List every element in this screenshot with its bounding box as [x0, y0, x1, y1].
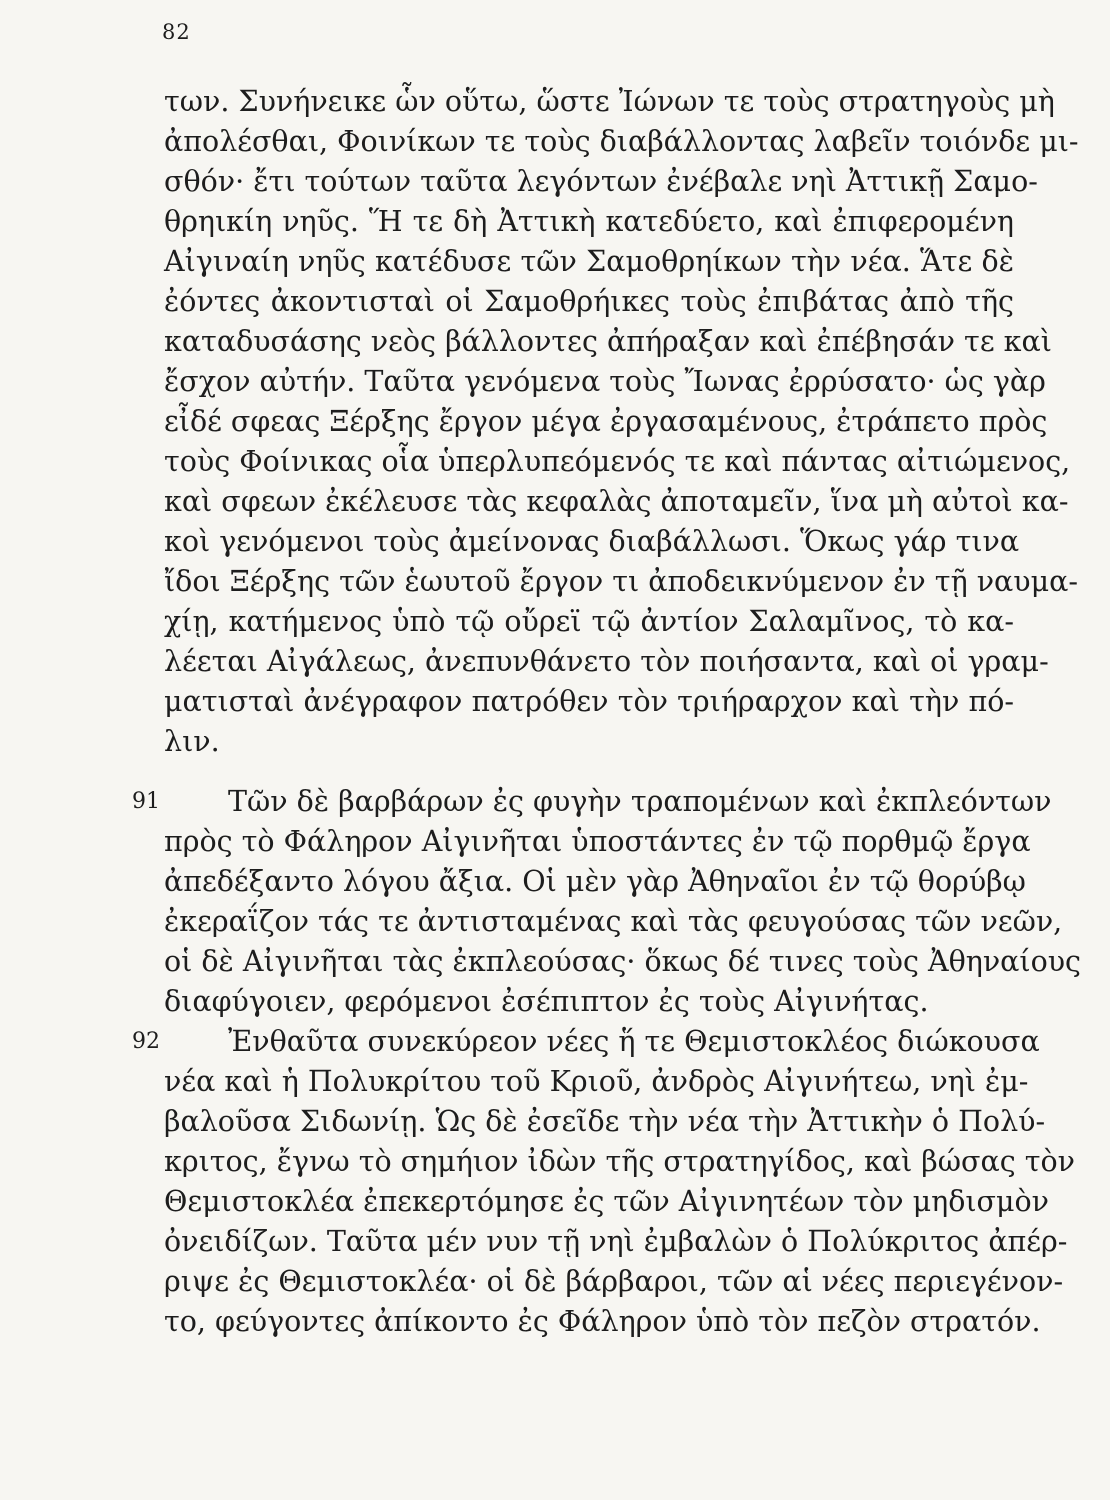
text-line: λιν.: [164, 725, 220, 758]
text-line: κοὶ γενόμενοι τοὺς ἀμείνονας διαβάλλωσι. Ὅκως γάρ τινα: [164, 525, 1020, 558]
text-line: σθόν· ἔτι τούτων ταῦτα λεγόντων ἐνέβαλε νηὶ Ἀττικῇ Σαμο-: [164, 165, 1038, 198]
text-line: Αἰγιναίη νηῦς κατέδυσε τῶν Σαμοθρηίκων τὴν νέα. Ἅτε δὲ: [164, 245, 1014, 278]
text-line: εἶδέ σφεας Ξέρξης ἔργον μέγα ἐργασαμένους, ἐτράπετο πρὸς: [164, 405, 1048, 438]
text-line: Τῶν δὲ βαρβάρων ἐς φυγὴν τραπομένων καὶ ἐκπλεόντων: [228, 785, 1052, 818]
text-line: καὶ σφεων ἐκέλευσε τὰς κεφαλὰς ἀποταμεῖν, ἵνα μὴ αὐτοὶ κα-: [164, 485, 1069, 518]
text-line: πρὸς τὸ Φάληρον Αἰγινῆται ὑποστάντες ἐν τῷ πορθμῷ ἔργα: [164, 825, 1031, 858]
text-line: διαφύγοιεν, φερόμενοι ἐσέπιπτον ἐς τοὺς Αἰγινήτας.: [164, 985, 929, 1018]
text-line: λέεται Αἰγάλεως, ἀνεπυνθάνετο τὸν ποιήσαντα, καὶ οἱ γραμ-: [164, 645, 1049, 678]
text-line: ριψε ἐς Θεμιστοκλέα· οἱ δὲ βάρβαροι, τῶν αἱ νέες περιεγένον-: [164, 1265, 1064, 1298]
text-line: χίῃ, κατήμενος ὑπὸ τῷ οὔρεϊ τῷ ἀντίον Σαλαμῖνος, τὸ κα-: [164, 605, 1014, 638]
text-line: οἱ δὲ Αἰγινῆται τὰς ἐκπλεούσας· ὅκως δέ τινες τοὺς Ἀθηναίους: [164, 945, 1082, 978]
text-line: ἀπεδέξαντο λόγου ἄξια. Οἱ μὲν γὰρ Ἀθηναῖοι ἐν τῷ θορύβῳ: [164, 865, 1026, 898]
text-line: Θεμιστοκλέα ἐπεκερτόμησε ἐς τῶν Αἰγινητέων τὸν μηδισμὸν: [164, 1185, 1050, 1218]
text-line: βαλοῦσα Σιδωνίῃ. Ὡς δὲ ἐσεῖδε τὴν νέα τὴν Ἀττικὴν ὁ Πολύ-: [164, 1105, 1046, 1138]
text-line: ἴδοι Ξέρξης τῶν ἑωυτοῦ ἔργον τι ἀποδεικνύμενον ἐν τῇ ναυμα-: [164, 565, 1079, 598]
text-line: καταδυσάσης νεὸς βάλλοντες ἀπήραξαν καὶ ἐπέβησάν τε καὶ: [164, 325, 1052, 358]
text-line: ἔσχον αὐτήν. Ταῦτα γενόμενα τοὺς Ἴωνας ἐρρύσατο· ὡς γὰρ: [164, 365, 1046, 398]
page-number: 82: [162, 20, 191, 44]
text-line: ἐόντες ἀκοντισταὶ οἱ Σαμοθρήικες τοὺς ἐπιβάτας ἀπὸ τῆς: [164, 285, 1014, 318]
text-line: θρηικίη νηῦς. Ἥ τε δὴ Ἀττικὴ κατεδύετο, καὶ ἐπιφερομένη: [164, 205, 1014, 238]
text-line: το, φεύγοντες ἀπίκοντο ἐς Φάληρον ὑπὸ τὸν πεζὸν στρατόν.: [164, 1305, 1041, 1338]
text-line: των. Συνήνεικε ὧν οὕτω, ὥστε Ἰώνων τε τοὺς στρατηγοὺς μὴ: [164, 85, 1055, 118]
text-line: κριτος, ἔγνω τὸ σημήιον ἰδὼν τῆς στρατηγίδος, καὶ βώσας τὸν: [164, 1145, 1075, 1178]
text-line: ἀπολέσθαι, Φοινίκων τε τοὺς διαβάλλοντας λαβεῖν τοιόνδε μι-: [164, 125, 1079, 158]
section-number-91: 91: [132, 789, 160, 814]
text-line: τοὺς Φοίνικας οἷα ὑπερλυπεόμενός τε καὶ πάντας αἰτιώμενος,: [164, 445, 1071, 478]
text-line: Ἐνθαῦτα συνεκύρεον νέες ἥ τε Θεμιστοκλέος διώκουσα: [228, 1025, 1040, 1058]
text-line: ὀνειδίζων. Ταῦτα μέν νυν τῇ νηὶ ἐμβαλὼν ὁ Πολύκριτος ἀπέρ-: [164, 1225, 1068, 1258]
section-number-92: 92: [132, 1029, 160, 1054]
text-line: ματισταὶ ἀνέγραφον πατρόθεν τὸν τριήραρχον καὶ τὴν πό-: [164, 685, 1014, 718]
text-line: ἐκεραΐζον τάς τε ἀντισταμένας καὶ τὰς φευγούσας τῶν νεῶν,: [164, 905, 1063, 938]
text-line: νέα καὶ ἡ Πολυκρίτου τοῦ Κριοῦ, ἀνδρὸς Αἰγινήτεω, νηὶ ἐμ-: [164, 1065, 1029, 1098]
